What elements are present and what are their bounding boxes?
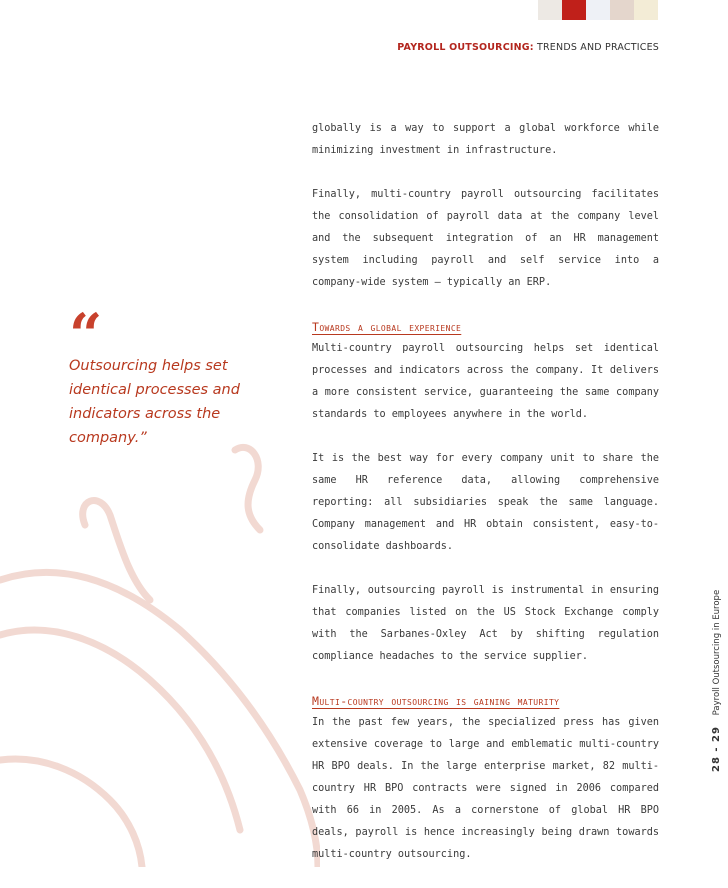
paragraph: Multi-country payroll outsourcing helps set identical processes and indicators across the company. It delivers a more consistent service, guaranteeing the same company standards to employees anywhere in the world. [312,343,659,420]
paragraph: Finally, multi-country payroll outsourcing facilitates the consolidation of payroll data at the company level and the subsequent integration of an HR management system including payroll and self service into a company-wide system – typically an ERP. [312,189,659,288]
page-numbers: 28 - 29 [711,726,722,772]
paragraph: globally is a way to support a global workforce while minimizing investment in infrastructure. [312,123,659,156]
header-rest: TRENDS AND PRACTICES [537,42,659,53]
color-swatch [634,0,658,20]
background-decoration [0,430,320,867]
body-column [312,118,659,888]
color-swatch [610,0,634,20]
pull-quote-text: Outsourcing helps set identical processes and indicators across the company.” [69,358,240,446]
running-header [397,42,659,53]
section-heading: Towards a global experience [312,320,462,334]
pull-quote-mark: “ [69,301,103,369]
publication-title: Payroll Outsourcing in Europe [712,589,722,716]
vertical-footer [711,590,722,772]
paragraph: Finally, outsourcing payroll is instrumental in ensuring that companies listed on the US Stock Exchange comply with the Sarbanes-Oxley Act by shifting regulation compliance headaches to the service supplier. [312,585,659,662]
color-swatch [586,0,610,20]
decoration-curve [0,759,142,867]
color-swatch-bar [538,0,658,20]
section-heading: Multi-country outsourcing is gaining maturity [312,694,560,708]
paragraph: In the past few years, the specialized press has given extensive coverage to large and emblematic multi-country HR BPO deals. In the large enterprise market, 82 multi-country HR BPO contracts were signed in 2006 compared with 66 in 2005. As a cornerstone of global HR BPO deals, payroll is hence increasingly being drawn towards multi-country outsourcing. [312,717,659,860]
paragraph: It is the best way for every company unit to share the same HR reference data, allowing comprehensive reporting: all subsidiaries speak the same language. Company management and HR obtain consistent, easy-to-consolidate dashboards. [312,453,659,552]
color-swatch [538,0,562,20]
header-accent: PAYROLL OUTSOURCING: [397,42,534,53]
decoration-curve [0,572,318,867]
decoration-curve [0,630,240,830]
decoration-curve [235,447,260,530]
color-swatch [562,0,586,20]
